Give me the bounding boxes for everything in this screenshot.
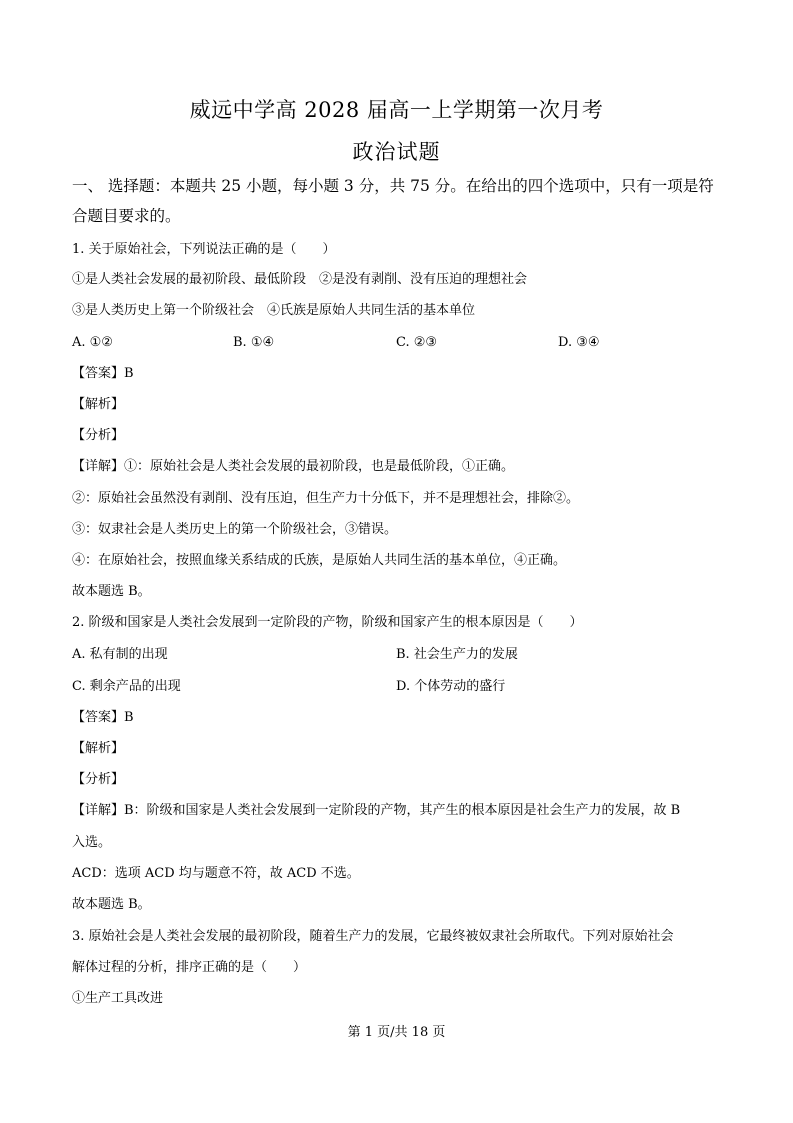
q2-detail-1: 【详解】B：阶级和国家是人类社会发展到一定阶段的产物，其产生的根本原因是社会生产力的发展，故 B	[72, 803, 681, 818]
q1-option-c: C. ②③	[396, 335, 438, 350]
q1-option-a: A. ①②	[72, 335, 113, 350]
page-footer: 第 1 页/共 18 页	[347, 1025, 446, 1040]
q1-stem: 1. 关于原始社会，下列说法正确的是（ ）	[72, 242, 336, 257]
q1-detail-2: ②：原始社会虽然没有剥削、没有压迫，但生产力十分低下，并不是理想社会，排除②。	[72, 491, 580, 506]
q2-detail-1-continued: 入选。	[72, 835, 112, 850]
section-instruction-line-2: 合题目要求的。	[72, 207, 181, 225]
q3-statement-1: ①生产工具改进	[72, 991, 164, 1006]
q1-analysis-label: 【解析】	[72, 397, 125, 412]
q1-detail-3: ③：奴隶社会是人类历史上的第一个阶级社会，③错误。	[72, 522, 398, 537]
q3-stem-line-1: 3. 原始社会是人类社会发展的最初阶段，随着生产力的发展，它最终被奴隶社会所取代。下列对原始社会	[72, 929, 674, 944]
q1-answer: 【答案】B	[72, 366, 134, 381]
q1-statement-2: ③是人类历史上第一个阶级社会 ④氏族是原始人共同生活的基本单位	[72, 303, 476, 318]
q1-option-d: D. ③④	[558, 335, 600, 350]
q2-option-c: C. 剩余产品的出现	[72, 679, 181, 694]
exam-title: 威远中学高 2028 届高一上学期第一次月考	[189, 98, 604, 122]
q2-option-b: B. 社会生产力的发展	[396, 647, 518, 662]
q1-detail-4: ④：在原始社会，按照血缘关系结成的氏族，是原始人共同生活的基本单位，④正确。	[72, 553, 567, 568]
q3-stem-line-2: 解体过程的分析，排序正确的是（ ）	[72, 960, 307, 975]
q2-analysis-label: 【解析】	[72, 741, 125, 756]
q2-conclusion: 故本题选 B。	[72, 897, 151, 912]
q2-answer: 【答案】B	[72, 710, 134, 725]
q2-option-a: A. 私有制的出现	[72, 647, 168, 662]
exam-subject: 政治试题	[352, 140, 441, 164]
section-instruction-line-1: 一、 选择题：本题共 25 小题，每小题 3 分，共 75 分。在给出的四个选项中，只有一项是符	[72, 177, 714, 195]
q2-option-d: D. 个体劳动的盛行	[396, 679, 506, 694]
q1-conclusion: 故本题选 B。	[72, 584, 151, 599]
q2-fenxi-label: 【分析】	[72, 772, 125, 787]
q1-detail-1: 【详解】①：原始社会是人类社会发展的最初阶段，也是最低阶段，①正确。	[72, 459, 515, 474]
q2-detail-2: ACD：选项 ACD 均与题意不符，故 ACD 不选。	[72, 866, 360, 881]
q1-statement-1: ①是人类社会发展的最初阶段、最低阶段 ②是没有剥削、没有压迫的理想社会	[72, 272, 528, 287]
q1-fenxi-label: 【分析】	[72, 428, 125, 443]
q1-option-b: B. ①④	[233, 335, 275, 350]
q2-stem: 2. 阶级和国家是人类社会发展到一定阶段的产物，阶级和国家产生的根本原因是（ ）	[72, 615, 583, 630]
